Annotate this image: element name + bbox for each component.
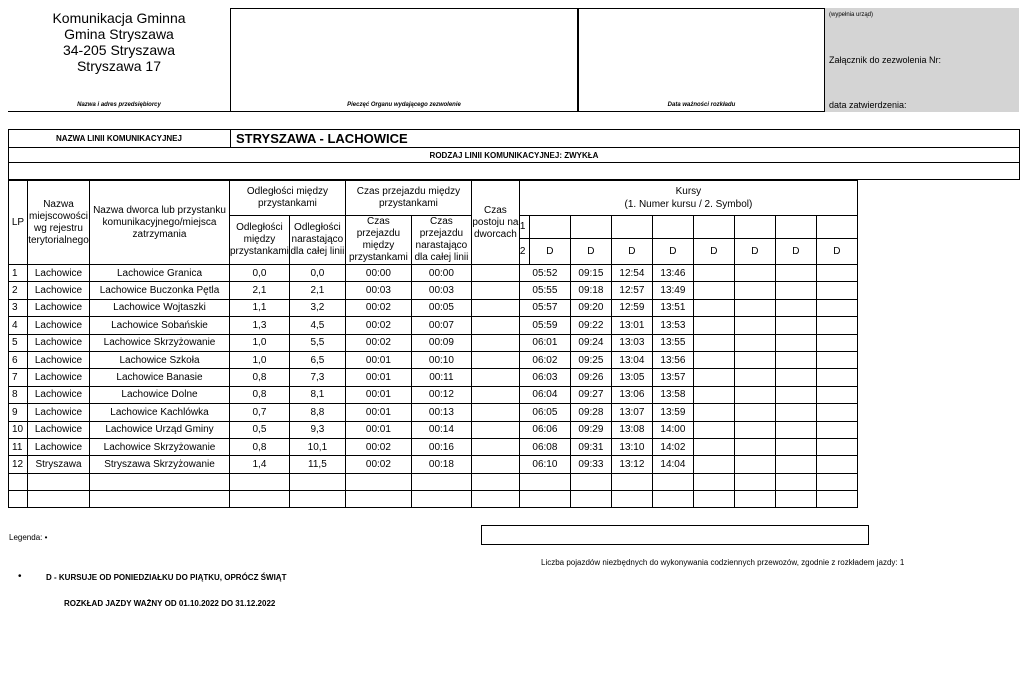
row-course-empty xyxy=(775,282,816,299)
empty-cell xyxy=(519,473,570,490)
line-name-divider xyxy=(230,129,231,148)
row-stop-time xyxy=(471,438,519,455)
row-stop-time xyxy=(471,299,519,316)
row-course-2-time: 09:22 xyxy=(570,317,611,334)
row-course-3-time: 13:10 xyxy=(611,438,652,455)
row-course-empty xyxy=(693,456,734,473)
table-row xyxy=(9,421,858,438)
row-distance-cumulative: 2,1 xyxy=(289,282,345,299)
empty-cell xyxy=(90,490,230,507)
row-course-empty xyxy=(734,369,775,386)
row-distance-between: 0,8 xyxy=(230,369,290,386)
row-time-cumulative: 00:07 xyxy=(411,317,471,334)
course-symbol: D xyxy=(570,238,611,264)
course-symbol: D xyxy=(652,238,693,264)
approval-label: data zatwierdzenia: xyxy=(829,100,907,110)
row-distance-between: 0,0 xyxy=(230,265,290,282)
row-town: Lachowice xyxy=(28,334,90,351)
stamp-box xyxy=(230,8,578,112)
row-time-cumulative: 00:18 xyxy=(411,456,471,473)
col-distance-group-header: Odległości między przystankami xyxy=(230,181,346,216)
row-course-4-time: 13:59 xyxy=(652,404,693,421)
caption-company: Nazwa i adres przedsiębiorcy xyxy=(77,102,161,108)
row-course-empty xyxy=(693,317,734,334)
row-course-empty xyxy=(816,404,857,421)
empty-cell xyxy=(230,473,290,490)
row-stop: Lachowice Urząd Gminy xyxy=(90,421,230,438)
course-symbol: D xyxy=(734,238,775,264)
row-course-empty xyxy=(816,438,857,455)
row-stop-time xyxy=(471,369,519,386)
table-row-empty xyxy=(9,473,858,490)
row-course-empty xyxy=(693,386,734,403)
row-time-between: 00:01 xyxy=(345,369,411,386)
col-town-header: Nazwa miejscowości wg rejestru terytorialnego xyxy=(28,181,90,265)
row-course-1-time: 05:55 xyxy=(519,282,570,299)
table-row xyxy=(9,265,858,282)
row-course-1-time: 06:02 xyxy=(519,351,570,368)
table-row xyxy=(9,456,858,473)
empty-cell xyxy=(289,473,345,490)
row-distance-cumulative: 11,5 xyxy=(289,456,345,473)
row-stop: Lachowice Skrzyżowanie xyxy=(90,334,230,351)
row-course-2-time: 09:28 xyxy=(570,404,611,421)
table-row-empty xyxy=(9,490,858,507)
row-course-4-time: 13:51 xyxy=(652,299,693,316)
row-course-empty xyxy=(816,317,857,334)
course-number-cell xyxy=(652,216,693,239)
row-course-4-time: 14:04 xyxy=(652,456,693,473)
row-distance-between: 0,8 xyxy=(230,386,290,403)
empty-cell xyxy=(734,473,775,490)
row-distance-cumulative: 6,5 xyxy=(289,351,345,368)
row-course-empty xyxy=(775,404,816,421)
row-course-3-time: 12:54 xyxy=(611,265,652,282)
spacer-row xyxy=(8,162,1020,180)
col-lp-header: LP xyxy=(9,181,28,265)
row-course-empty xyxy=(734,317,775,334)
row-distance-cumulative: 0,0 xyxy=(289,265,345,282)
row-course-empty xyxy=(816,265,857,282)
empty-cell xyxy=(230,490,290,507)
row-course-empty xyxy=(775,351,816,368)
row-course-empty xyxy=(816,369,857,386)
row-course-empty xyxy=(693,334,734,351)
row-course-3-time: 12:57 xyxy=(611,282,652,299)
course-symbol: D xyxy=(775,238,816,264)
row-course-1-time: 06:10 xyxy=(519,456,570,473)
row-course-1-time: 06:04 xyxy=(519,386,570,403)
table-row xyxy=(9,386,858,403)
row-course-1-time: 05:57 xyxy=(519,299,570,316)
courses-header xyxy=(519,181,857,216)
col-time-group-header: Czas przejazdu między przystankami xyxy=(345,181,471,216)
row-distance-cumulative: 10,1 xyxy=(289,438,345,455)
row-stop-time xyxy=(471,317,519,334)
empty-cell xyxy=(611,473,652,490)
table-row xyxy=(9,438,858,455)
row-course-empty xyxy=(734,265,775,282)
row-time-cumulative: 00:16 xyxy=(411,438,471,455)
col-dist-between-header: Odległości między przystankami xyxy=(230,216,290,265)
course-number-cell xyxy=(775,216,816,239)
row-time-between: 00:00 xyxy=(345,265,411,282)
row-course-empty xyxy=(734,421,775,438)
empty-cell xyxy=(734,490,775,507)
table-row xyxy=(9,369,858,386)
row-lp: 1 xyxy=(9,265,28,282)
course-symbol: D xyxy=(816,238,857,264)
row-stop: Lachowice Granica xyxy=(90,265,230,282)
row-distance-cumulative: 3,2 xyxy=(289,299,345,316)
empty-cell xyxy=(652,473,693,490)
row-course-3-time: 13:08 xyxy=(611,421,652,438)
empty-cell xyxy=(289,490,345,507)
row-stop-time xyxy=(471,351,519,368)
empty-cell xyxy=(693,490,734,507)
row-course-1-time: 06:03 xyxy=(519,369,570,386)
row-distance-between: 2,1 xyxy=(230,282,290,299)
row-distance-between: 1,4 xyxy=(230,456,290,473)
symbol-d-note: D - KURSUJE OD PONIEDZIAŁKU DO PIĄTKU, OPRÓCZ ŚWIĄT xyxy=(46,573,287,582)
row-course-3-time: 13:03 xyxy=(611,334,652,351)
row-town: Lachowice xyxy=(28,317,90,334)
company-line: Komunikacja Gminna xyxy=(52,10,186,26)
row-town: Lachowice xyxy=(28,351,90,368)
legend-bullet: • xyxy=(18,571,22,582)
row-course-empty xyxy=(775,456,816,473)
row-distance-between: 0,5 xyxy=(230,421,290,438)
row-course-empty xyxy=(693,404,734,421)
row-distance-between: 1,1 xyxy=(230,299,290,316)
row-course-3-time: 13:01 xyxy=(611,317,652,334)
table-row xyxy=(9,404,858,421)
row-stop: Lachowice Sobańskie xyxy=(90,317,230,334)
course-number-cell xyxy=(611,216,652,239)
row-distance-cumulative: 9,3 xyxy=(289,421,345,438)
row-time-between: 00:01 xyxy=(345,421,411,438)
row-course-empty xyxy=(816,386,857,403)
row-town: Lachowice xyxy=(28,438,90,455)
row-lp: 11 xyxy=(9,438,28,455)
empty-cell xyxy=(816,473,857,490)
empty-cell xyxy=(345,473,411,490)
empty-cell xyxy=(9,490,28,507)
row-course-3-time: 13:06 xyxy=(611,386,652,403)
row-stop-time xyxy=(471,421,519,438)
row-stop: Stryszawa Skrzyżowanie xyxy=(90,456,230,473)
table-row xyxy=(9,351,858,368)
row-course-1-time: 05:52 xyxy=(519,265,570,282)
row-course-empty xyxy=(816,351,857,368)
row-course-4-time: 13:58 xyxy=(652,386,693,403)
row-distance-cumulative: 8,1 xyxy=(289,386,345,403)
row-course-2-time: 09:33 xyxy=(570,456,611,473)
row-time-between: 00:02 xyxy=(345,299,411,316)
row-distance-cumulative: 5,5 xyxy=(289,334,345,351)
row-stop-time xyxy=(471,456,519,473)
courses-footer-box xyxy=(481,525,869,545)
row-course-2-time: 09:15 xyxy=(570,265,611,282)
course-number-cell xyxy=(529,216,570,239)
row-stop: Lachowice Wojtaszki xyxy=(90,299,230,316)
empty-cell xyxy=(775,490,816,507)
table-row xyxy=(9,334,858,351)
row-stop: Lachowice Szkoła xyxy=(90,351,230,368)
course-number-cell xyxy=(816,216,857,239)
row-course-empty xyxy=(734,282,775,299)
row-course-empty xyxy=(775,369,816,386)
col-time-cumulative-header: Czas przejazdu narastająco dla całej linii xyxy=(411,216,471,265)
row-time-cumulative: 00:09 xyxy=(411,334,471,351)
row-course-empty xyxy=(816,421,857,438)
table-row xyxy=(9,299,858,316)
row-course-4-time: 13:46 xyxy=(652,265,693,282)
row-course-1-time: 06:01 xyxy=(519,334,570,351)
row-course-4-time: 13:57 xyxy=(652,369,693,386)
row-course-empty xyxy=(775,334,816,351)
table-row xyxy=(9,282,858,299)
row-lp: 10 xyxy=(9,421,28,438)
row-town: Stryszawa xyxy=(28,456,90,473)
row-lp: 7 xyxy=(9,369,28,386)
row-course-1-time: 06:06 xyxy=(519,421,570,438)
row-time-between: 00:01 xyxy=(345,351,411,368)
row-time-cumulative: 00:10 xyxy=(411,351,471,368)
row-course-2-time: 09:18 xyxy=(570,282,611,299)
timetable xyxy=(8,180,858,508)
row-course-empty xyxy=(734,351,775,368)
row-town: Lachowice xyxy=(28,421,90,438)
row-course-empty xyxy=(734,299,775,316)
col-time-between-header: Czas przejazdu między przystankami xyxy=(345,216,411,265)
row-lp: 4 xyxy=(9,317,28,334)
row-lp: 2 xyxy=(9,282,28,299)
row-time-cumulative: 00:13 xyxy=(411,404,471,421)
row-course-3-time: 13:04 xyxy=(611,351,652,368)
course-symbol: D xyxy=(529,238,570,264)
line-name-label: NAZWA LINII KOMUNIKACYJNEJ xyxy=(56,134,182,143)
row-stop-time xyxy=(471,282,519,299)
row-lp: 5 xyxy=(9,334,28,351)
row-course-2-time: 09:29 xyxy=(570,421,611,438)
row-course-4-time: 14:00 xyxy=(652,421,693,438)
row-distance-between: 1,0 xyxy=(230,334,290,351)
row-town: Lachowice xyxy=(28,369,90,386)
row-course-empty xyxy=(816,334,857,351)
empty-cell xyxy=(611,490,652,507)
row-time-cumulative: 00:00 xyxy=(411,265,471,282)
empty-cell xyxy=(570,473,611,490)
row-course-empty xyxy=(816,456,857,473)
line-name-value: STRYSZAWA - LACHOWICE xyxy=(236,131,408,146)
course-symbol-row-label: 2 xyxy=(519,238,529,264)
row-course-2-time: 09:26 xyxy=(570,369,611,386)
legend-label: Legenda: • xyxy=(9,533,48,542)
row-stop: Lachowice Dolne xyxy=(90,386,230,403)
row-stop-time xyxy=(471,265,519,282)
row-lp: 6 xyxy=(9,351,28,368)
row-stop: Lachowice Kachlówka xyxy=(90,404,230,421)
line-type-label: RODZAJ LINII KOMUNIKACYJNEJ: ZWYKŁA xyxy=(429,151,599,160)
caption-validity: Data ważności rozkładu xyxy=(667,102,736,108)
row-course-empty xyxy=(693,438,734,455)
company-name xyxy=(8,10,230,74)
validity-note: ROZKŁAD JAZDY WAŻNY OD 01.10.2022 DO 31.12.2022 xyxy=(64,599,276,608)
empty-cell xyxy=(411,490,471,507)
row-course-3-time: 13:05 xyxy=(611,369,652,386)
company-line: 34-205 Stryszawa xyxy=(62,42,176,58)
row-time-cumulative: 00:05 xyxy=(411,299,471,316)
empty-cell xyxy=(693,473,734,490)
company-line: Gmina Stryszawa xyxy=(64,26,174,42)
row-distance-between: 0,8 xyxy=(230,438,290,455)
row-course-empty xyxy=(816,299,857,316)
row-course-empty xyxy=(775,438,816,455)
row-town: Lachowice xyxy=(28,282,90,299)
attachment-label: Załącznik do zezwolenia Nr: xyxy=(829,55,942,65)
row-course-1-time: 06:05 xyxy=(519,404,570,421)
course-number-cell xyxy=(570,216,611,239)
row-course-empty xyxy=(775,317,816,334)
row-time-between: 00:01 xyxy=(345,404,411,421)
col-stop-time-header: Czas postoju na dworcach xyxy=(471,181,519,265)
row-stop-time xyxy=(471,386,519,403)
row-course-4-time: 13:56 xyxy=(652,351,693,368)
row-stop: Lachowice Skrzyżowanie xyxy=(90,438,230,455)
row-course-2-time: 09:24 xyxy=(570,334,611,351)
row-course-empty xyxy=(734,438,775,455)
row-course-2-time: 09:31 xyxy=(570,438,611,455)
row-lp: 12 xyxy=(9,456,28,473)
row-course-empty xyxy=(693,421,734,438)
row-lp: 9 xyxy=(9,404,28,421)
row-town: Lachowice xyxy=(28,265,90,282)
col-dist-cumulative-header: Odległości narastająco dla całej linii xyxy=(289,216,345,265)
row-course-empty xyxy=(734,334,775,351)
row-course-empty xyxy=(775,299,816,316)
row-course-empty xyxy=(693,369,734,386)
row-course-empty xyxy=(693,351,734,368)
row-time-cumulative: 00:12 xyxy=(411,386,471,403)
empty-cell xyxy=(519,490,570,507)
row-course-empty xyxy=(816,282,857,299)
empty-cell xyxy=(90,473,230,490)
row-course-empty xyxy=(734,456,775,473)
row-course-empty xyxy=(693,282,734,299)
row-lp: 8 xyxy=(9,386,28,403)
row-time-between: 00:02 xyxy=(345,438,411,455)
row-course-empty xyxy=(775,421,816,438)
row-time-between: 00:02 xyxy=(345,317,411,334)
row-course-3-time: 12:59 xyxy=(611,299,652,316)
company-line: Stryszawa 17 xyxy=(76,58,162,74)
row-course-3-time: 13:07 xyxy=(611,404,652,421)
course-symbol: D xyxy=(693,238,734,264)
validity-box xyxy=(578,8,825,112)
row-stop: Lachowice Banasie xyxy=(90,369,230,386)
caption-stamp: Pieczęć Organu wydającego zezwolenie xyxy=(347,102,461,108)
row-course-1-time: 06:08 xyxy=(519,438,570,455)
row-course-2-time: 09:20 xyxy=(570,299,611,316)
course-number-row-label: 1 xyxy=(519,216,529,239)
row-stop-time xyxy=(471,334,519,351)
row-course-empty xyxy=(693,265,734,282)
row-course-empty xyxy=(693,299,734,316)
row-time-between: 00:01 xyxy=(345,386,411,403)
empty-cell xyxy=(411,473,471,490)
empty-cell xyxy=(570,490,611,507)
row-time-between: 00:03 xyxy=(345,282,411,299)
course-number-cell xyxy=(693,216,734,239)
courses-title: Kursy xyxy=(675,186,702,197)
row-course-empty xyxy=(775,265,816,282)
empty-cell xyxy=(652,490,693,507)
empty-cell xyxy=(28,490,90,507)
course-symbol: D xyxy=(611,238,652,264)
row-course-4-time: 13:53 xyxy=(652,317,693,334)
row-course-empty xyxy=(734,404,775,421)
table-row xyxy=(9,317,858,334)
empty-cell xyxy=(471,473,519,490)
row-course-1-time: 05:59 xyxy=(519,317,570,334)
row-town: Lachowice xyxy=(28,299,90,316)
row-lp: 3 xyxy=(9,299,28,316)
empty-cell xyxy=(471,490,519,507)
row-town: Lachowice xyxy=(28,404,90,421)
empty-cell xyxy=(816,490,857,507)
col-stop-header: Nazwa dworca lub przystanku komunikacyjnego/miejsca zatrzymania xyxy=(90,181,230,265)
row-course-2-time: 09:25 xyxy=(570,351,611,368)
row-distance-between: 1,0 xyxy=(230,351,290,368)
row-time-cumulative: 00:03 xyxy=(411,282,471,299)
empty-cell xyxy=(9,473,28,490)
row-course-4-time: 14:02 xyxy=(652,438,693,455)
row-course-4-time: 13:55 xyxy=(652,334,693,351)
company-box-bottom xyxy=(8,111,230,112)
row-course-4-time: 13:49 xyxy=(652,282,693,299)
courses-subtitle: (1. Numer kursu / 2. Symbol) xyxy=(624,199,753,210)
empty-cell xyxy=(775,473,816,490)
row-course-empty xyxy=(734,386,775,403)
row-distance-between: 0,7 xyxy=(230,404,290,421)
row-distance-between: 1,3 xyxy=(230,317,290,334)
row-time-between: 00:02 xyxy=(345,334,411,351)
row-time-between: 00:02 xyxy=(345,456,411,473)
empty-cell xyxy=(28,473,90,490)
row-course-2-time: 09:27 xyxy=(570,386,611,403)
row-town: Lachowice xyxy=(28,386,90,403)
vehicles-note: Liczba pojazdów niezbędnych do wykonywania codziennych przewozów, zgodnie z rozkładem jazdy: 1 xyxy=(541,558,905,567)
row-distance-cumulative: 7,3 xyxy=(289,369,345,386)
row-stop: Lachowice Buczonka Pętla xyxy=(90,282,230,299)
row-distance-cumulative: 8,8 xyxy=(289,404,345,421)
row-course-3-time: 13:12 xyxy=(611,456,652,473)
office-note: (wypełnia urząd) xyxy=(829,12,874,18)
course-number-cell xyxy=(734,216,775,239)
row-time-cumulative: 00:14 xyxy=(411,421,471,438)
empty-cell xyxy=(345,490,411,507)
row-stop-time xyxy=(471,404,519,421)
row-time-cumulative: 00:11 xyxy=(411,369,471,386)
row-course-empty xyxy=(775,386,816,403)
row-distance-cumulative: 4,5 xyxy=(289,317,345,334)
